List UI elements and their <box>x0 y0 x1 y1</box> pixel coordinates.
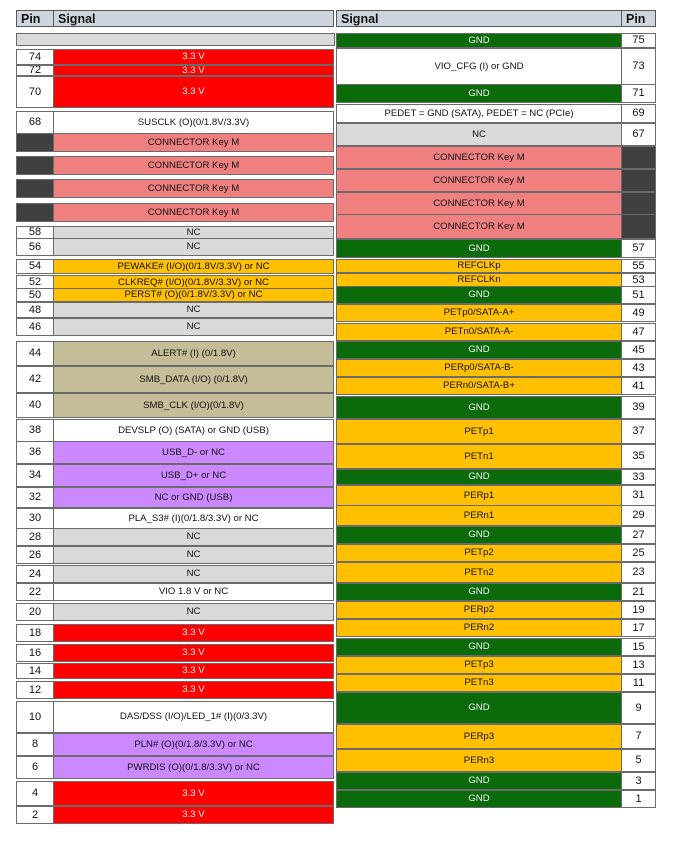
left-pin-number: 26 <box>16 546 54 564</box>
left-pin-number: 6 <box>16 756 54 779</box>
right-pin-number: 73 <box>621 48 656 85</box>
right-signal-gnd: GND <box>336 526 622 544</box>
right-signal-connector-key-m: CONNECTOR Key M <box>336 146 622 169</box>
right-signal-gnd: GND <box>336 790 622 808</box>
right-signal-connector-key-m: CONNECTOR Key M <box>336 214 622 239</box>
left-signal-alert-i-0-1-8v: ALERT# (I) (0/1.8V) <box>53 341 334 366</box>
right-pin-number: 9 <box>621 692 656 724</box>
right-signal-petp3: PETp3 <box>336 656 622 674</box>
right-pin-number <box>621 214 656 239</box>
left-signal-3-3-v: 3.3 V <box>53 65 334 76</box>
right-signal-gnd: GND <box>336 84 622 103</box>
right-pin-number: 19 <box>621 601 656 619</box>
left-signal-3-3-v: 3.3 V <box>53 781 334 806</box>
left-signal-blank <box>16 33 335 46</box>
left-signal-smb-data-i-o-0-1-8v: SMB_DATA (I/O) (0/1.8V) <box>53 366 334 393</box>
left-signal-nc: NC <box>53 546 334 564</box>
right-signal-perp3: PERp3 <box>336 724 622 749</box>
left-pin-number: 4 <box>16 781 54 806</box>
right-pin-number: 3 <box>621 772 656 790</box>
right-pin-number: 25 <box>621 544 656 562</box>
left-pin-number: 42 <box>16 366 54 393</box>
left-pin-number: 74 <box>16 49 54 65</box>
right-signal-connector-key-m: CONNECTOR Key M <box>336 192 622 215</box>
right-pin-number: 55 <box>621 259 656 273</box>
header-left-signal: Signal <box>53 10 334 27</box>
pinout-table <box>16 0 656 858</box>
left-pin-number: 14 <box>16 663 54 679</box>
right-signal-refclkp: REFCLKp <box>336 259 622 273</box>
right-pin-number: 1 <box>621 790 656 808</box>
left-pin-number <box>16 156 54 175</box>
right-signal-gnd: GND <box>336 583 622 601</box>
left-pin-number: 24 <box>16 565 54 583</box>
left-pin-number <box>16 133 54 152</box>
right-signal-gnd: GND <box>336 692 622 724</box>
right-pin-number: 57 <box>621 239 656 258</box>
right-signal-gnd: GND <box>336 239 622 258</box>
right-signal-petn3: PETn3 <box>336 674 622 692</box>
right-signal-petp0-sata-a: PETp0/SATA-A+ <box>336 304 622 322</box>
left-signal-3-3-v: 3.3 V <box>53 624 334 642</box>
left-pin-number: 30 <box>16 508 54 529</box>
right-signal-petp1: PETp1 <box>336 419 622 444</box>
left-signal-usb-d-or-nc: USB_D- or NC <box>53 441 334 464</box>
right-signal-refclkn: REFCLKn <box>336 273 622 287</box>
left-signal-perst-o-0-1-8v-3-3v-or-nc: PERST# (O)(0/1.8V/3.3V) or NC <box>53 288 334 302</box>
right-pin-number: 75 <box>621 33 656 48</box>
left-pin-number: 46 <box>16 318 54 336</box>
left-pin-number: 50 <box>16 288 54 302</box>
right-signal-gnd: GND <box>336 33 622 48</box>
right-pin-number: 47 <box>621 323 656 341</box>
left-pin-number: 18 <box>16 624 54 642</box>
left-pin-number: 16 <box>16 644 54 662</box>
right-pin-number: 37 <box>621 419 656 444</box>
header-left-pin: Pin <box>16 10 54 27</box>
left-signal-nc: NC <box>53 565 334 583</box>
right-pin-number: 51 <box>621 286 656 304</box>
right-pin-number: 7 <box>621 724 656 749</box>
right-pin-number: 69 <box>621 104 656 123</box>
left-pin-number: 52 <box>16 275 54 290</box>
right-signal-petp2: PETp2 <box>336 544 622 562</box>
left-signal-susclk-o-0-1-8v-3-3v: SUSCLK (O)(0/1.8V/3.3V) <box>53 111 334 134</box>
right-pin-number: 43 <box>621 359 656 377</box>
left-signal-connector-key-m: CONNECTOR Key M <box>53 156 334 175</box>
right-pin-number <box>621 169 656 192</box>
right-signal-gnd: GND <box>336 469 622 485</box>
right-signal-perp2: PERp2 <box>336 601 622 619</box>
right-pin-number: 31 <box>621 485 656 506</box>
left-pin-number: 54 <box>16 259 54 274</box>
right-pin-number: 49 <box>621 304 656 322</box>
left-signal-connector-key-m: CONNECTOR Key M <box>53 203 334 222</box>
right-signal-pern2: PERn2 <box>336 619 622 637</box>
right-signal-pern0-sata-b: PERn0/SATA-B+ <box>336 377 622 395</box>
left-pin-number <box>16 179 54 198</box>
left-signal-nc: NC <box>53 226 334 239</box>
left-signal-pewake-i-o-0-1-8v-3-3v-or-nc: PEWAKE# (I/O)(0/1.8V/3.3V) or NC <box>53 259 334 274</box>
right-signal-petn2: PETn2 <box>336 562 622 583</box>
left-signal-connector-key-m: CONNECTOR Key M <box>53 133 334 152</box>
right-signal-pern3: PERn3 <box>336 749 622 772</box>
right-pin-number: 35 <box>621 444 656 469</box>
left-signal-nc: NC <box>53 302 334 318</box>
left-signal-3-3-v: 3.3 V <box>53 76 334 108</box>
right-signal-nc: NC <box>336 123 622 146</box>
left-pin-number: 56 <box>16 238 54 256</box>
right-pin-number: 45 <box>621 341 656 359</box>
right-pin-number <box>621 192 656 215</box>
right-pin-number: 33 <box>621 469 656 485</box>
left-pin-number: 2 <box>16 806 54 824</box>
left-pin-number: 68 <box>16 111 54 134</box>
right-pin-number: 5 <box>621 749 656 772</box>
right-signal-vio-cfg-i-or-gnd: VIO_CFG (I) or GND <box>336 48 622 85</box>
header-right-signal: Signal <box>336 10 622 27</box>
left-pin-number: 40 <box>16 393 54 418</box>
left-signal-nc: NC <box>53 238 334 256</box>
right-pin-number: 13 <box>621 656 656 674</box>
left-signal-pwrdis-o-0-1-8-3-3v-or-nc: PWRDIS (O)(0/1.8/3.3V) or NC <box>53 756 334 779</box>
left-signal-3-3-v: 3.3 V <box>53 681 334 699</box>
right-signal-gnd: GND <box>336 772 622 790</box>
left-signal-nc: NC <box>53 603 334 621</box>
left-pin-number: 10 <box>16 701 54 733</box>
left-signal-nc: NC <box>53 528 334 546</box>
left-signal-connector-key-m: CONNECTOR Key M <box>53 179 334 198</box>
left-pin-number: 70 <box>16 76 54 108</box>
right-signal-connector-key-m: CONNECTOR Key M <box>336 169 622 192</box>
right-pin-number: 39 <box>621 396 656 419</box>
right-pin-number: 53 <box>621 273 656 287</box>
right-pin-number: 21 <box>621 583 656 601</box>
right-pin-number: 15 <box>621 638 656 656</box>
left-signal-usb-d-or-nc: USB_D+ or NC <box>53 464 334 487</box>
left-signal-das-dss-i-o-led-1-i-0-3-3v: DAS/DSS (I/O)/LED_1# (I)(0/3.3V) <box>53 701 334 733</box>
right-pin-number: 23 <box>621 562 656 583</box>
left-signal-3-3-v: 3.3 V <box>53 49 334 65</box>
left-pin-number <box>16 203 54 222</box>
left-signal-pla-s3-i-0-1-8-3-3v-or-nc: PLA_S3# (I)(0/1.8/3.3V) or NC <box>53 508 334 529</box>
right-pin-number: 27 <box>621 526 656 544</box>
left-signal-pln-o-0-1-8-3-3v-or-nc: PLN# (O)(0/1.8/3.3V) or NC <box>53 733 334 756</box>
right-signal-pedet-gnd-sata-pedet-nc-pcie: PEDET = GND (SATA), PEDET = NC (PCIe) <box>336 104 622 123</box>
right-pin-number <box>621 146 656 169</box>
left-signal-nc-or-gnd-usb: NC or GND (USB) <box>53 487 334 508</box>
right-signal-gnd: GND <box>336 638 622 656</box>
right-pin-number: 41 <box>621 377 656 395</box>
left-pin-number: 8 <box>16 733 54 756</box>
right-signal-petn1: PETn1 <box>336 444 622 469</box>
left-pin-number: 28 <box>16 528 54 546</box>
left-pin-number: 22 <box>16 583 54 601</box>
left-signal-vio-1-8-v-or-nc: VIO 1.8 V or NC <box>53 583 334 601</box>
left-pin-number: 36 <box>16 441 54 464</box>
right-signal-gnd: GND <box>336 396 622 419</box>
left-pin-number: 34 <box>16 464 54 487</box>
right-pin-number: 67 <box>621 123 656 146</box>
right-pin-number: 11 <box>621 674 656 692</box>
right-signal-gnd: GND <box>336 286 622 304</box>
right-pin-number: 17 <box>621 619 656 637</box>
left-pin-number: 38 <box>16 419 54 442</box>
header-right-pin: Pin <box>621 10 656 27</box>
right-signal-gnd: GND <box>336 341 622 359</box>
left-pin-number: 58 <box>16 226 54 239</box>
right-signal-perp1: PERp1 <box>336 485 622 506</box>
left-signal-nc: NC <box>53 318 334 336</box>
left-signal-clkreq-i-o-0-1-8v-3-3v-or-nc: CLKREQ# (I/O)(0/1.8V/3.3V) or NC <box>53 275 334 290</box>
left-signal-3-3-v: 3.3 V <box>53 644 334 662</box>
left-pin-number: 20 <box>16 603 54 621</box>
left-pin-number: 72 <box>16 65 54 76</box>
left-pin-number: 44 <box>16 341 54 366</box>
left-signal-3-3-v: 3.3 V <box>53 806 334 824</box>
right-signal-perp0-sata-b: PERp0/SATA-B- <box>336 359 622 377</box>
right-pin-number: 71 <box>621 84 656 103</box>
left-pin-number: 32 <box>16 487 54 508</box>
left-signal-3-3-v: 3.3 V <box>53 663 334 679</box>
left-signal-smb-clk-i-o-0-1-8v: SMB_CLK (I/O)(0/1.8V) <box>53 393 334 418</box>
right-signal-pern1: PERn1 <box>336 505 622 526</box>
left-signal-devslp-o-sata-or-gnd-usb: DEVSLP (O) (SATA) or GND (USB) <box>53 419 334 442</box>
right-signal-petn0-sata-a: PETn0/SATA-A- <box>336 323 622 341</box>
left-pin-number: 12 <box>16 681 54 699</box>
left-pin-number: 48 <box>16 302 54 318</box>
right-pin-number: 29 <box>621 505 656 526</box>
